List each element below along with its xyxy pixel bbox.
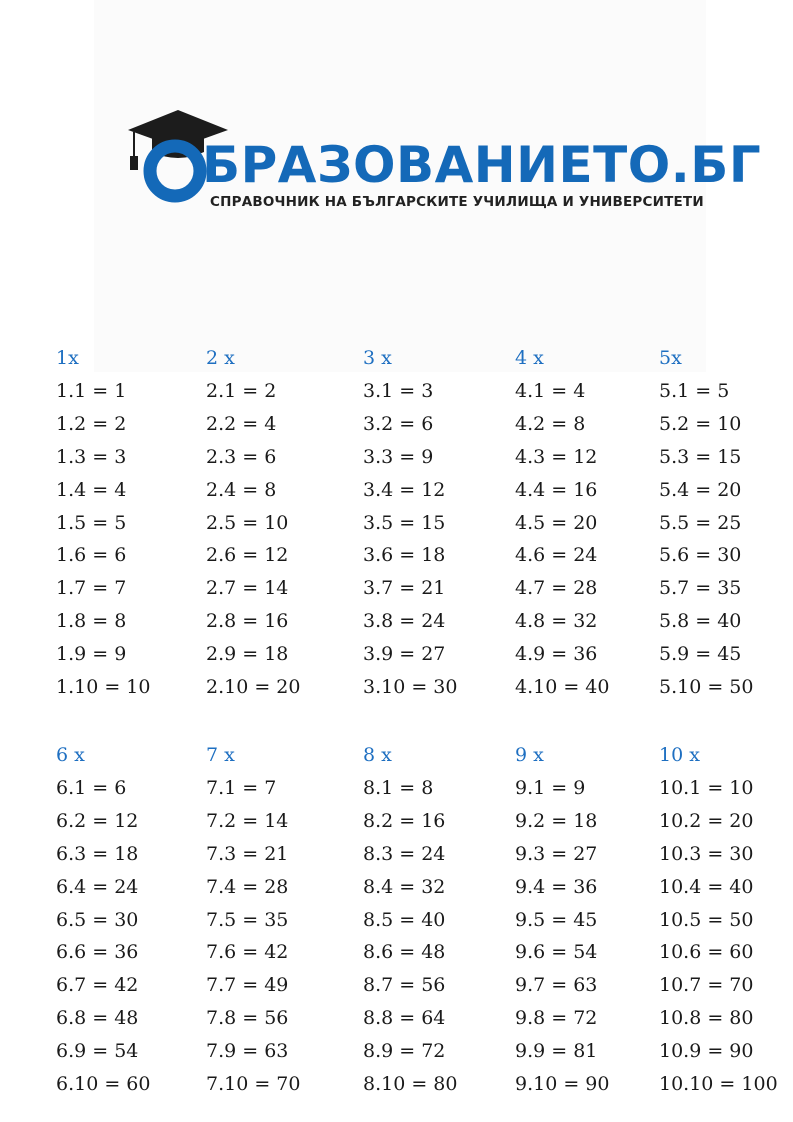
table-row: 8.4 = 32 (363, 875, 446, 898)
table-row: 4.6 = 24 (515, 544, 598, 567)
table-row: 2.7 = 14 (206, 577, 289, 600)
table-row: 3.2 = 6 (363, 412, 434, 435)
table-row: 9.7 = 63 (515, 974, 598, 997)
table-row: 1.3 = 3 (56, 445, 127, 468)
table-heading: 10 x (659, 744, 700, 766)
table-row: 9.4 = 36 (515, 875, 598, 898)
table-row: 9.2 = 18 (515, 809, 598, 832)
logo-subtitle: СПРАВОЧНИК НА БЪЛГАРСКИТЕ УЧИЛИЩА И УНИВЕРСИТЕТИ (210, 194, 704, 210)
table-row: 4.3 = 12 (515, 445, 598, 468)
table-8 (363, 744, 513, 1105)
table-row: 9.6 = 54 (515, 941, 598, 964)
table-10 (659, 744, 793, 1105)
table-row: 1.7 = 7 (56, 577, 127, 600)
logo-o-ring (142, 138, 208, 204)
table-row: 2.1 = 2 (206, 380, 277, 402)
table-row: 2.9 = 18 (206, 643, 289, 666)
table-row: 2.10 = 20 (206, 676, 301, 699)
table-row: 5.3 = 15 (659, 445, 742, 468)
table-row: 10.10 = 100 (659, 1073, 778, 1096)
table-heading: 2 x (206, 347, 235, 369)
table-row: 10.1 = 10 (659, 777, 754, 799)
table-row: 3.8 = 24 (363, 610, 446, 633)
table-row: 10.8 = 80 (659, 1007, 754, 1030)
table-row: 6.10 = 60 (56, 1073, 151, 1096)
table-row: 2.2 = 4 (206, 412, 277, 435)
table-row: 9.3 = 27 (515, 842, 598, 865)
table-row: 2.3 = 6 (206, 445, 277, 468)
table-row: 3.6 = 18 (363, 544, 446, 567)
table-heading: 8 x (363, 744, 392, 766)
table-heading: 1x (56, 347, 79, 369)
table-row: 7.8 = 56 (206, 1007, 289, 1030)
table-row: 7.3 = 21 (206, 842, 289, 865)
table-row: 5.10 = 50 (659, 676, 754, 699)
table-row: 8.3 = 24 (363, 842, 446, 865)
table-row: 10.7 = 70 (659, 974, 754, 997)
table-row: 7.6 = 42 (206, 941, 289, 964)
table-row: 3.4 = 12 (363, 478, 446, 501)
table-row: 6.3 = 18 (56, 842, 139, 865)
table-row: 6.2 = 12 (56, 809, 139, 832)
table-row: 9.10 = 90 (515, 1073, 610, 1096)
table-row: 3.10 = 30 (363, 676, 458, 699)
table-row: 5.6 = 30 (659, 544, 742, 567)
table-row: 5.5 = 25 (659, 511, 742, 534)
table-row: 4.8 = 32 (515, 610, 598, 633)
table-row: 10.3 = 30 (659, 842, 754, 865)
site-logo[interactable] (124, 108, 762, 218)
table-row: 10.2 = 20 (659, 809, 754, 832)
table-row: 2.6 = 12 (206, 544, 289, 567)
table-row: 7.1 = 7 (206, 777, 277, 799)
table-row: 6.1 = 6 (56, 777, 127, 799)
table-row: 4.7 = 28 (515, 577, 598, 600)
table-row: 9.8 = 72 (515, 1007, 598, 1030)
table-row: 7.5 = 35 (206, 908, 289, 931)
table-row: 4.5 = 20 (515, 511, 598, 534)
table-row: 4.2 = 8 (515, 412, 586, 435)
table-row: 4.1 = 4 (515, 380, 586, 402)
table-row: 9.1 = 9 (515, 777, 586, 799)
table-row: 5.2 = 10 (659, 412, 742, 435)
table-row: 3.9 = 27 (363, 643, 446, 666)
table-row: 2.4 = 8 (206, 478, 277, 501)
table-row: 10.5 = 50 (659, 908, 754, 931)
table-row: 10.4 = 40 (659, 875, 754, 898)
table-row: 7.9 = 63 (206, 1040, 289, 1063)
table-7 (206, 744, 356, 1105)
table-row: 6.6 = 36 (56, 941, 139, 964)
table-row: 8.5 = 40 (363, 908, 446, 931)
table-row: 1.8 = 8 (56, 610, 127, 633)
table-row: 10.9 = 90 (659, 1040, 754, 1063)
table-row: 8.6 = 48 (363, 941, 446, 964)
table-row: 4.9 = 36 (515, 643, 598, 666)
table-1 (56, 347, 206, 708)
table-3 (363, 347, 513, 708)
table-heading: 5x (659, 347, 682, 369)
table-row: 9.9 = 81 (515, 1040, 598, 1063)
table-heading: 6 x (56, 744, 85, 766)
table-row: 8.2 = 16 (363, 809, 446, 832)
table-row: 1.2 = 2 (56, 412, 127, 435)
table-4 (515, 347, 665, 708)
table-row: 3.1 = 3 (363, 380, 434, 402)
table-row: 3.5 = 15 (363, 511, 446, 534)
table-2 (206, 347, 356, 708)
table-heading: 4 x (515, 347, 544, 369)
table-9 (515, 744, 665, 1105)
table-heading: 7 x (206, 744, 235, 766)
table-row: 7.2 = 14 (206, 809, 289, 832)
table-row: 6.4 = 24 (56, 875, 139, 898)
table-row: 1.6 = 6 (56, 544, 127, 567)
table-5 (659, 347, 793, 708)
table-row: 5.8 = 40 (659, 610, 742, 633)
table-row: 6.9 = 54 (56, 1040, 139, 1063)
table-row: 1.4 = 4 (56, 478, 127, 501)
table-row: 2.8 = 16 (206, 610, 289, 633)
table-row: 7.10 = 70 (206, 1073, 301, 1096)
table-row: 10.6 = 60 (659, 941, 754, 964)
table-row: 1.10 = 10 (56, 676, 151, 699)
table-row: 8.8 = 64 (363, 1007, 446, 1030)
table-row: 5.4 = 20 (659, 478, 742, 501)
table-row: 8.10 = 80 (363, 1073, 458, 1096)
table-heading: 9 x (515, 744, 544, 766)
table-row: 8.7 = 56 (363, 974, 446, 997)
table-row: 1.5 = 5 (56, 511, 127, 534)
table-6 (56, 744, 206, 1105)
table-row: 4.4 = 16 (515, 478, 598, 501)
table-row: 7.4 = 28 (206, 875, 289, 898)
table-row: 3.3 = 9 (363, 445, 434, 468)
table-row: 6.8 = 48 (56, 1007, 139, 1030)
table-row: 8.1 = 8 (363, 777, 434, 799)
table-row: 2.5 = 10 (206, 511, 289, 534)
table-row: 8.9 = 72 (363, 1040, 446, 1063)
logo-title: БРАЗОВАНИЕТО.БГ (202, 136, 762, 194)
table-row: 5.9 = 45 (659, 643, 742, 666)
table-row: 4.10 = 40 (515, 676, 610, 699)
table-row: 1.1 = 1 (56, 380, 127, 402)
table-heading: 3 x (363, 347, 392, 369)
table-row: 3.7 = 21 (363, 577, 446, 600)
table-row: 6.5 = 30 (56, 908, 139, 931)
table-row: 7.7 = 49 (206, 974, 289, 997)
table-row: 1.9 = 9 (56, 643, 127, 666)
table-row: 5.7 = 35 (659, 577, 742, 600)
table-row: 6.7 = 42 (56, 974, 139, 997)
table-row: 9.5 = 45 (515, 908, 598, 931)
table-row: 5.1 = 5 (659, 380, 730, 402)
